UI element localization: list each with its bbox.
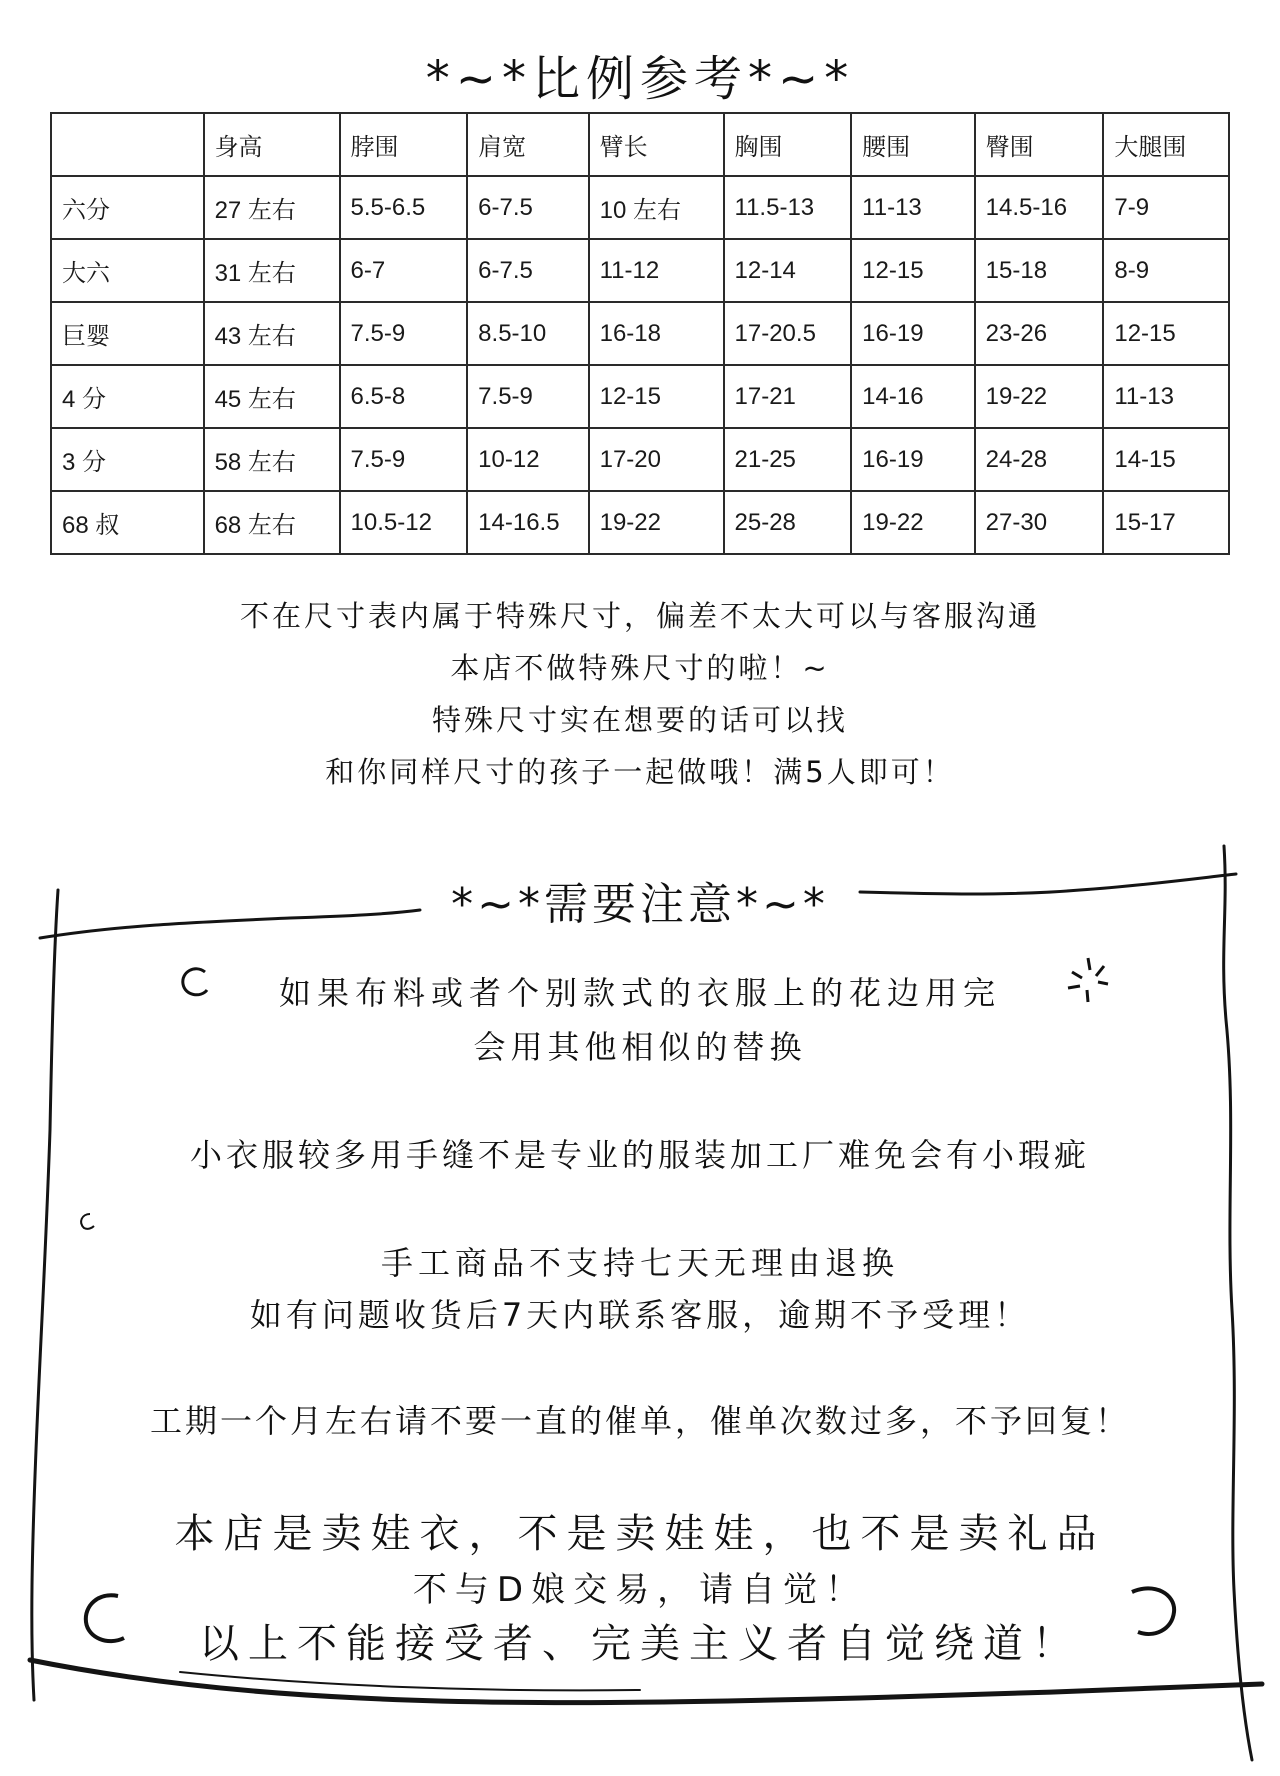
table-cell: 11.5-13 [724,176,852,239]
table-cell: 14-15 [1103,428,1229,491]
table-cell: 27-30 [975,491,1104,554]
table-cell: 8.5-10 [467,302,588,365]
special-size-notes [0,590,1280,798]
attention-line: 本店是卖娃衣，不是卖娃娃，也不是卖礼品 [174,1511,1106,1557]
note-line: 特殊尺寸实在想要的话可以找 [431,703,848,737]
table-cell: 16-18 [589,302,724,365]
table-header-cell [51,113,204,176]
table-cell: 7-9 [1103,176,1229,239]
size-label-cell: 六分 [51,176,204,239]
table-header-cell: 臀围 [975,113,1104,176]
table-row [51,302,1229,365]
table-row [51,428,1229,491]
size-label-cell: 3 分 [51,428,204,491]
size-label-cell: 大六 [51,239,204,302]
table-cell: 14-16.5 [467,491,588,554]
table-cell: 6-7.5 [467,239,588,302]
table-cell: 12-15 [589,365,724,428]
table-header-cell: 臂长 [589,113,724,176]
table-cell: 31 左右 [204,239,340,302]
attention-heading: *~*需要注意*~* [451,879,829,930]
table-row [51,365,1229,428]
table-cell: 16-19 [851,302,975,365]
table-cell: 7.5-9 [467,365,588,428]
attention-line: 会用其他相似的替换 [473,1028,807,1066]
attention-line: 如有问题收货后7天内联系客服，逾期不予受理！ [249,1296,1031,1334]
note-line: 和你同样尺寸的孩子一起做哦！满5人即可！ [325,755,955,789]
table-cell: 19-22 [589,491,724,554]
table-cell: 14-16 [851,365,975,428]
attention-line: 如果布料或者个别款式的衣服上的花边用完 [278,974,1001,1012]
attention-line: 以上不能接受者、完美主义者自觉绕道！ [199,1621,1081,1667]
table-cell: 10-12 [467,428,588,491]
table-cell: 58 左右 [204,428,340,491]
table-cell: 11-13 [851,176,975,239]
table-header-cell: 肩宽 [467,113,588,176]
table-row [51,491,1229,554]
table-cell: 24-28 [975,428,1104,491]
table-cell: 19-22 [851,491,975,554]
table-cell: 45 左右 [204,365,340,428]
table-cell: 12-15 [1103,302,1229,365]
note-line: 本店不做特殊尺寸的啦！~ [450,651,830,685]
table-cell: 17-20 [589,428,724,491]
table-cell: 15-17 [1103,491,1229,554]
attention-line: 不与D娘交易，请自觉！ [412,1570,868,1610]
table-cell: 17-21 [724,365,852,428]
table-cell: 43 左右 [204,302,340,365]
table-cell: 15-18 [975,239,1104,302]
table-row [51,239,1229,302]
table-cell: 12-15 [851,239,975,302]
table-cell: 19-22 [975,365,1104,428]
size-chart-title: *~*比例参考*~* [425,51,855,107]
attention-line: 工期一个月左右请不要一直的催单，催单次数过多，不予回复！ [149,1402,1130,1440]
size-label-cell: 68 叔 [51,491,204,554]
size-label-cell: 巨婴 [51,302,204,365]
table-cell: 7.5-9 [340,428,468,491]
table-header-cell: 脖围 [340,113,468,176]
attention-line: 小衣服较多用手缝不是专业的服装加工厂难免会有小瑕疵 [189,1136,1090,1174]
table-cell: 16-19 [851,428,975,491]
table-header-cell: 大腿围 [1103,113,1229,176]
attention-line: 手工商品不支持七天无理由退换 [380,1244,899,1282]
table-cell: 25-28 [724,491,852,554]
table-row [51,176,1229,239]
size-label-cell: 4 分 [51,365,204,428]
table-cell: 8-9 [1103,239,1229,302]
note-line: 不在尺寸表内属于特殊尺寸，偏差不太大可以与客服沟通 [239,599,1040,633]
table-cell: 23-26 [975,302,1104,365]
table-header-cell: 身高 [204,113,340,176]
table-cell: 21-25 [724,428,852,491]
table-cell: 6-7 [340,239,468,302]
table-cell: 5.5-6.5 [340,176,468,239]
table-cell: 68 左右 [204,491,340,554]
table-cell: 12-14 [724,239,852,302]
swirl-icon [74,1210,98,1234]
table-cell: 11-13 [1103,365,1229,428]
table-cell: 11-12 [589,239,724,302]
table-cell: 6-7.5 [467,176,588,239]
table-header-cell: 胸围 [724,113,852,176]
table-header-cell: 腰围 [851,113,975,176]
size-chart-table [50,112,1230,555]
table-header-row [51,113,1229,176]
table-cell: 6.5-8 [340,365,468,428]
table-cell: 27 左右 [204,176,340,239]
table-cell: 10 左右 [589,176,724,239]
table-cell: 7.5-9 [340,302,468,365]
table-cell: 10.5-12 [340,491,468,554]
table-cell: 14.5-16 [975,176,1104,239]
table-cell: 17-20.5 [724,302,852,365]
